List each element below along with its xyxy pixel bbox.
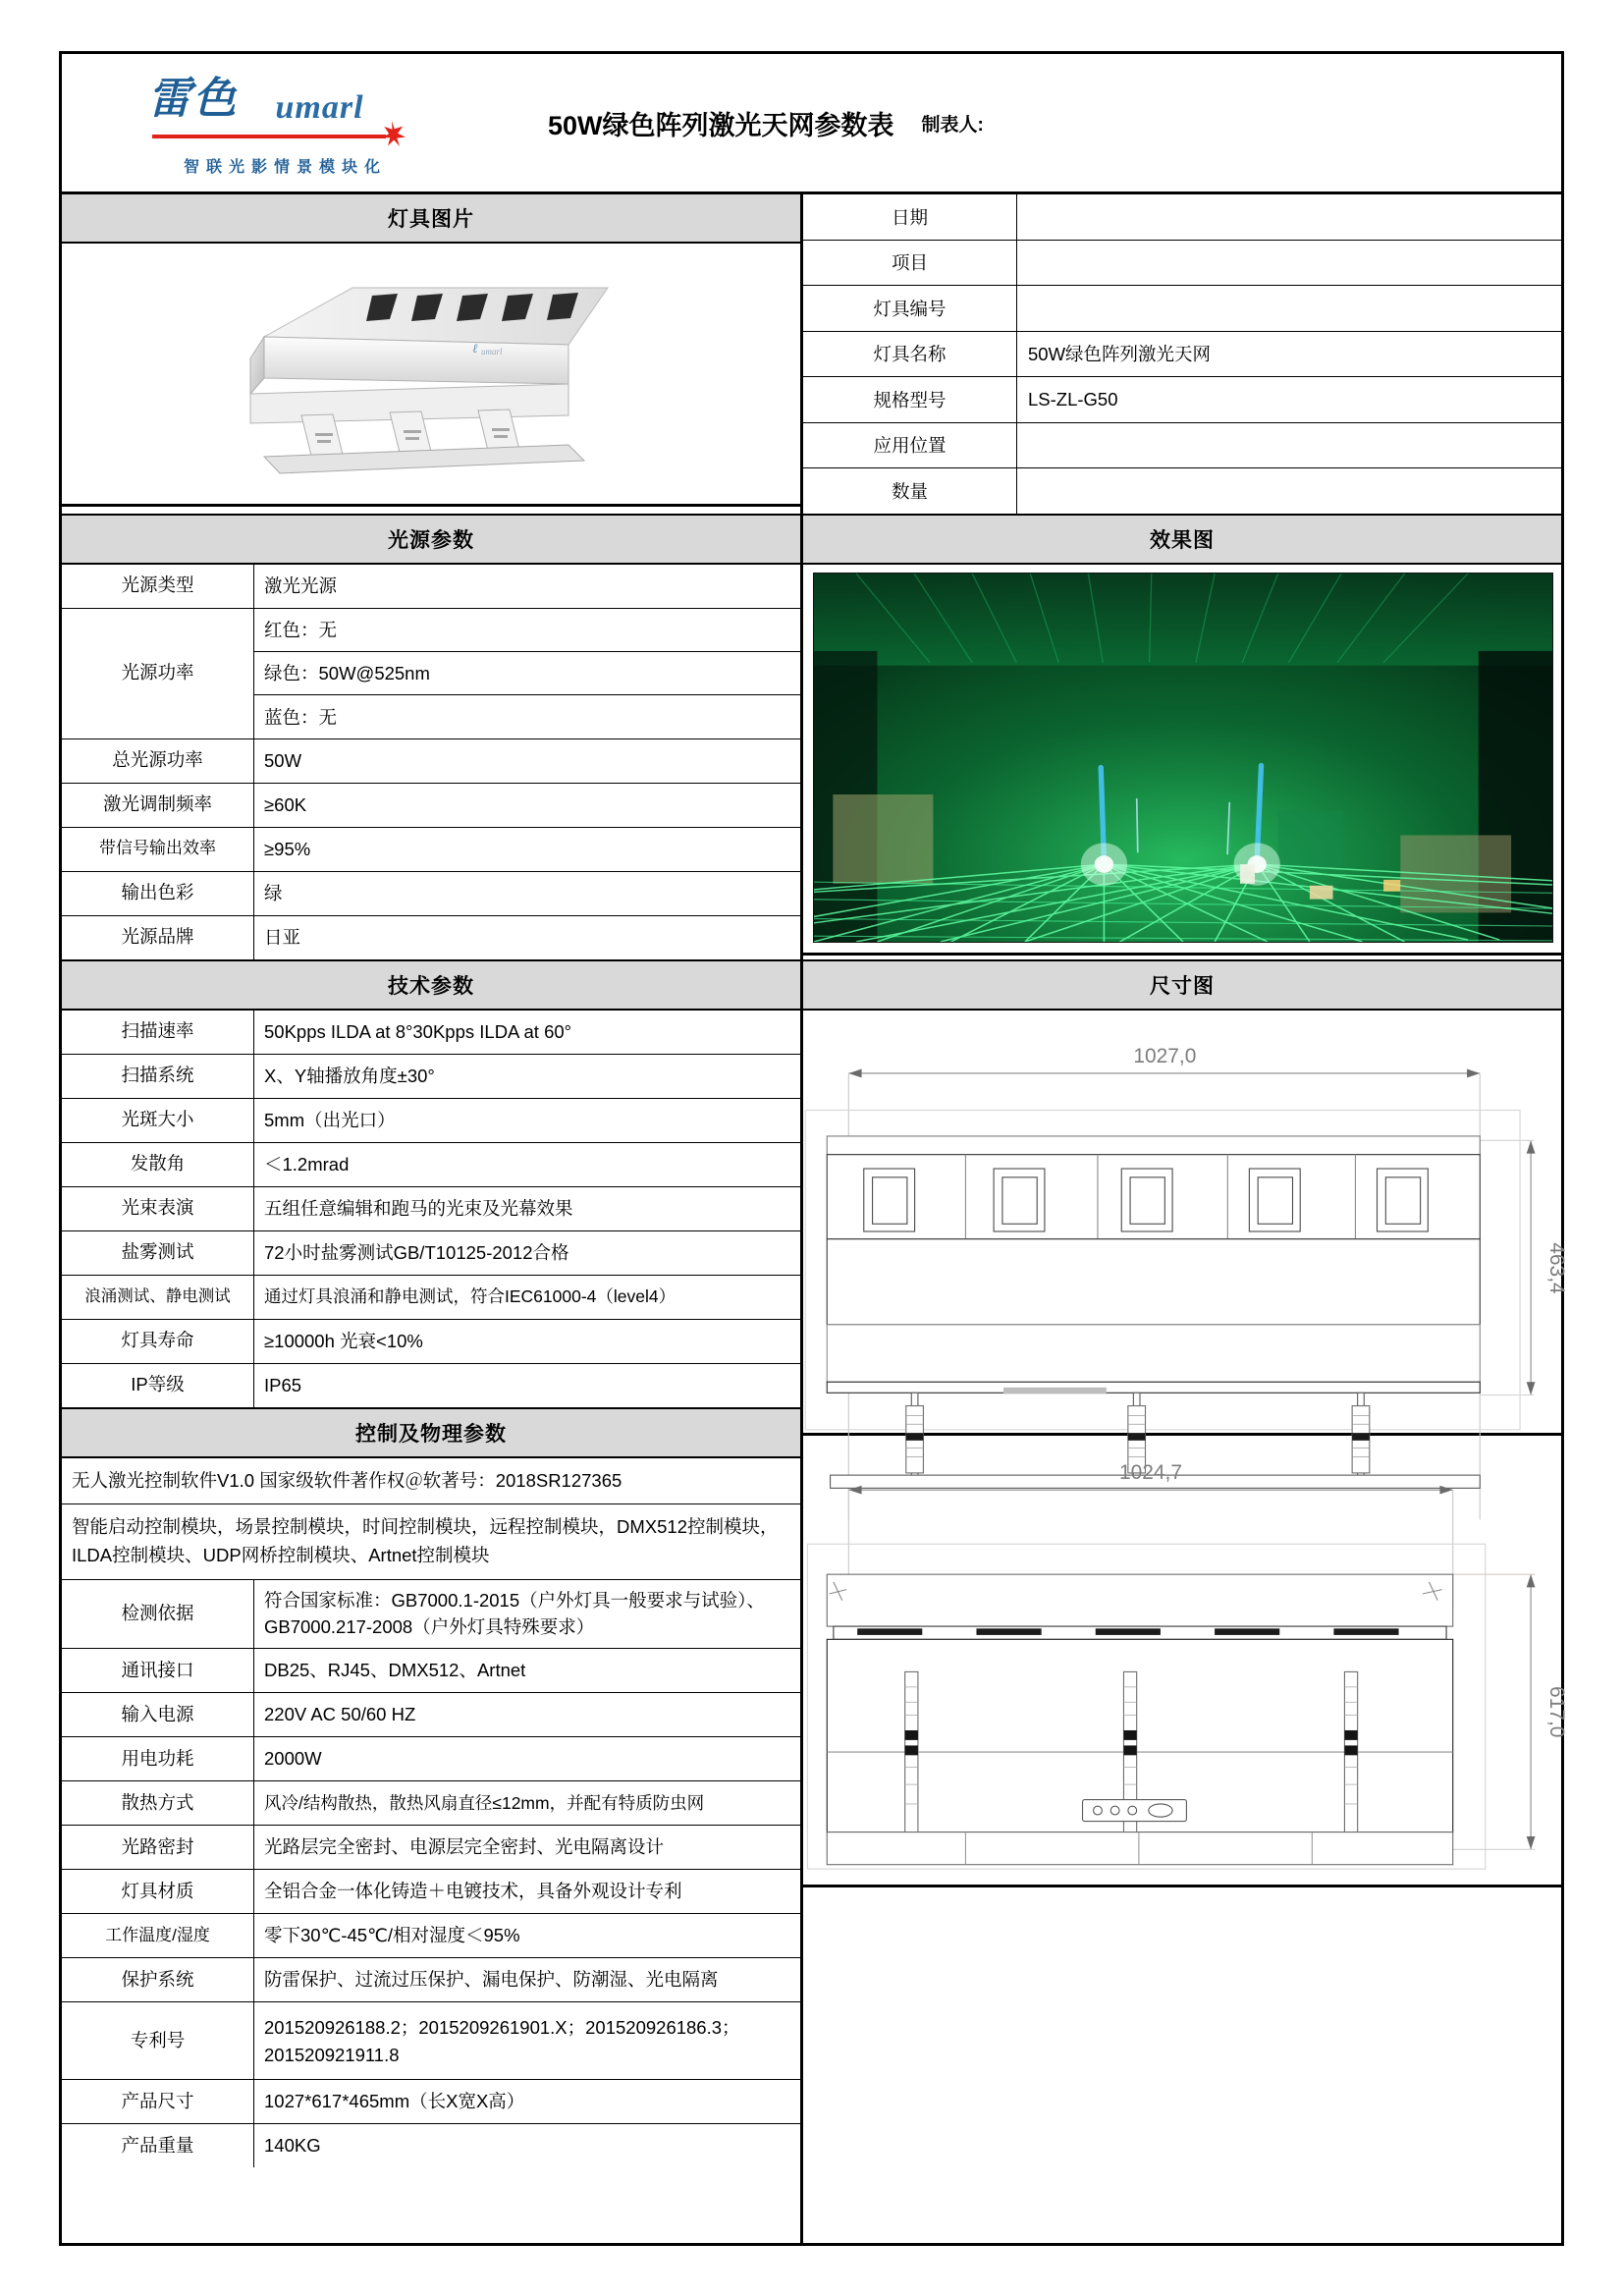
top-plan-drawing — [803, 1436, 1568, 1886]
laser-effect-image — [813, 573, 1553, 943]
row-value: 通过灯具浪涌和静电测试，符合IEC61000-4（level4） — [264, 1286, 676, 1307]
table-row — [62, 1364, 800, 1407]
row-label: 工作温度/湿度 — [62, 1914, 254, 1957]
table-row — [803, 423, 1561, 469]
software-copyright-text: 无人激光控制软件V1.0 国家级软件著作权＠软著号：2018SR127365 — [72, 1469, 622, 1491]
row-label: 发散角 — [62, 1143, 254, 1186]
effect-photo-cell — [803, 565, 1561, 956]
technical-column — [62, 959, 803, 2244]
info-value[interactable]: LS-ZL-G50 — [1028, 388, 1118, 410]
power-blue: 蓝色：无 — [264, 706, 338, 728]
fixture-photo-cell — [62, 244, 800, 507]
effect-photo-column — [803, 514, 1561, 959]
row-value: 72小时盐雾测试GB/T10125-2012合格 — [264, 1241, 569, 1263]
svg-text:umarl: umarl — [481, 347, 503, 356]
row-label: 保护系统 — [62, 1958, 254, 2001]
info-label: 灯具名称 — [803, 332, 1017, 377]
logo-underline-rule — [152, 135, 386, 138]
table-row — [803, 332, 1561, 378]
logo-chinese-text: 雷色 — [147, 74, 239, 123]
table-row — [62, 1870, 800, 1914]
row-value: 全铝合金一体化铸造＋电镀技术，具备外观设计专利 — [264, 1881, 682, 1902]
front-width-dimension: 1027,0 — [1133, 1044, 1197, 1067]
table-row — [62, 1187, 800, 1231]
table-row — [803, 377, 1561, 423]
table-row — [62, 1693, 800, 1737]
row-label: 检测依据 — [62, 1580, 254, 1649]
star-burst-icon — [378, 121, 406, 148]
table-row — [62, 2080, 800, 2124]
table-row — [62, 1737, 800, 1781]
info-value[interactable]: 50W绿色阵列激光天网 — [1028, 344, 1212, 365]
row-label: IP等级 — [62, 1364, 254, 1407]
table-row — [62, 1231, 800, 1276]
table-row — [62, 1781, 800, 1826]
author-label: 制表人: — [921, 114, 984, 136]
table-row-power — [62, 609, 800, 739]
row-value: ≥60K — [264, 793, 307, 815]
row-value: IP65 — [264, 1374, 302, 1395]
info-table-column — [803, 194, 1561, 514]
row-value: 五组任意编辑和跑马的光束及光幕效果 — [264, 1197, 573, 1219]
row-label: 灯具寿命 — [62, 1320, 254, 1363]
row-value: ≥95% — [264, 838, 311, 859]
row-value: 220V AC 50/60 HZ — [264, 1704, 416, 1725]
row-value: 符合国家标准：GB7000.1-2015（户外灯具一般要求与试验）、GB7000.217-2008（户外灯具特殊要求） — [264, 1589, 765, 1638]
table-row — [803, 468, 1561, 514]
row-label: 扫描系统 — [62, 1055, 254, 1098]
front-elevation-drawing — [803, 1011, 1568, 1433]
row-value: 光路层完全密封、电源层完全密封、光电隔离设计 — [264, 1836, 665, 1858]
dimension-top-view-cell — [803, 1436, 1568, 1888]
info-label: 灯具编号 — [803, 286, 1017, 331]
row-value: 风冷/结构散热，散热风扇直径≤12mm，并配有特质防虫网 — [264, 1792, 705, 1813]
row-value: ≥10000h 光衰<10% — [264, 1330, 423, 1351]
row-technical-dimension — [62, 959, 1568, 2244]
table-row — [62, 1055, 800, 1099]
row-value: 绿 — [264, 882, 283, 903]
row-source-effect — [62, 514, 1561, 959]
brand-logo-block — [62, 54, 509, 191]
row-label: 带信号输出效率 — [62, 828, 254, 871]
row-label: 光源类型 — [62, 565, 254, 608]
row-label: 光源品牌 — [62, 916, 254, 959]
table-row — [62, 916, 800, 959]
info-label: 项目 — [803, 241, 1017, 286]
row-value: 50Kpps ILDA at 8°30Kpps ILDA at 60° — [264, 1020, 572, 1042]
row-label: 扫描速率 — [62, 1011, 254, 1054]
table-row — [62, 565, 800, 609]
row-label: 输入电源 — [62, 1693, 254, 1736]
table-row — [62, 1099, 800, 1143]
row-label: 光源功率 — [62, 609, 254, 738]
row-value: 201520926188.2；2015209261901.X；201520926186.3；201520921911.8 — [264, 2017, 740, 2065]
row-value: 防雷保护、过流过压保护、漏电保护、防潮湿、光电隔离 — [264, 1969, 719, 1991]
row-label: 灯具材质 — [62, 1870, 254, 1913]
row-value: 5mm（出光口） — [264, 1109, 396, 1130]
row-value: X、Y轴播放角度±30° — [264, 1065, 435, 1086]
table-row — [62, 1320, 800, 1364]
info-label: 应用位置 — [803, 423, 1017, 468]
info-label: 日期 — [803, 194, 1017, 240]
row-label: 光路密封 — [62, 1826, 254, 1869]
table-row — [62, 739, 800, 784]
table-row — [62, 1276, 800, 1320]
table-row — [62, 2002, 800, 2080]
dimension-front-view-cell — [803, 1011, 1568, 1436]
table-row — [62, 1826, 800, 1870]
table-row-full — [62, 1504, 800, 1579]
info-table — [803, 194, 1561, 514]
top-width-dimension: 1024,7 — [1118, 1460, 1183, 1484]
table-row — [62, 2124, 800, 2167]
section-header-technical: 技术参数 — [62, 959, 800, 1011]
svg-text:ℓ: ℓ — [472, 341, 478, 355]
row-value: 零下30℃-45℃/相对湿度＜95% — [264, 1925, 520, 1946]
table-row — [62, 1914, 800, 1958]
section-header-fixture-photo: 灯具图片 — [62, 194, 800, 244]
info-label: 数量 — [803, 468, 1017, 514]
row-value: 50W — [264, 749, 302, 771]
document-header — [62, 54, 1561, 194]
dimension-empty-area — [803, 1887, 1561, 2243]
row-value: 1027*617*465mm（长X宽X高） — [264, 2091, 525, 2112]
table-row — [62, 1143, 800, 1187]
light-source-column — [62, 514, 803, 959]
row-label: 激光调制频率 — [62, 784, 254, 827]
row-value: 140KG — [264, 2135, 321, 2157]
row-label: 光束表演 — [62, 1187, 254, 1230]
info-label: 规格型号 — [803, 377, 1017, 422]
info-value[interactable] — [1017, 468, 1561, 514]
row-label: 产品重量 — [62, 2124, 254, 2167]
row-label: 散热方式 — [62, 1781, 254, 1825]
row-label: 用电功耗 — [62, 1737, 254, 1780]
title-block — [509, 54, 1561, 191]
section-header-effect-photo: 效果图 — [803, 514, 1561, 565]
company-logo — [138, 76, 433, 152]
row-label: 浪涌测试、静电测试 — [62, 1276, 254, 1319]
page-title: 50W绿色阵列激光天网参数表 — [548, 110, 894, 140]
section-header-dimension: 尺寸图 — [803, 959, 1561, 1011]
table-row-full — [62, 1458, 800, 1505]
info-value[interactable] — [1017, 423, 1561, 468]
info-value[interactable] — [1017, 241, 1561, 286]
row-label: 通讯接口 — [62, 1649, 254, 1692]
table-row — [803, 194, 1561, 241]
row-label: 光斑大小 — [62, 1099, 254, 1142]
table-row — [803, 286, 1561, 332]
table-row — [62, 1958, 800, 2002]
row-label: 专利号 — [62, 2002, 254, 2079]
row-label: 盐雾测试 — [62, 1231, 254, 1275]
info-value[interactable] — [1017, 286, 1561, 331]
info-value[interactable] — [1017, 194, 1561, 240]
row-value: ＜1.2mrad — [264, 1153, 350, 1175]
brand-tagline: 智联光影情景模块化 — [183, 158, 387, 176]
table-row — [62, 828, 800, 872]
table-row — [62, 872, 800, 916]
dimension-column — [803, 959, 1568, 2244]
power-green: 绿色：50W@525nm — [254, 652, 800, 695]
power-subrows — [254, 609, 800, 738]
section-header-control-physical: 控制及物理参数 — [62, 1407, 800, 1458]
control-modules-text: 智能启动控制模块，场景控制模块，时间控制模块，远程控制模块，DMX512控制模块，ILDA控制模块、UDP网桥控制模块、Artnet控制模块 — [72, 1516, 779, 1565]
table-row — [62, 784, 800, 828]
row-value: 激光光源 — [264, 574, 338, 596]
fixture-product-image — [225, 268, 637, 479]
top-height-dimension: 617,0 — [1544, 1685, 1568, 1738]
row-label: 产品尺寸 — [62, 2080, 254, 2123]
front-height-dimension: 463,4 — [1544, 1241, 1568, 1294]
power-red: 红色：无 — [254, 609, 800, 652]
fixture-photo-column — [62, 194, 803, 514]
row-photo-info — [62, 194, 1561, 514]
row-label: 总光源功率 — [62, 739, 254, 783]
row-value: 2000W — [264, 1748, 322, 1770]
logo-latin-text: umarl — [275, 88, 364, 126]
table-row — [803, 241, 1561, 287]
row-value: 日亚 — [264, 926, 301, 948]
table-row — [62, 1011, 800, 1055]
row-label: 输出色彩 — [62, 872, 254, 915]
table-row — [62, 1580, 800, 1650]
section-header-light-source: 光源参数 — [62, 514, 800, 565]
spec-sheet-page — [59, 51, 1568, 2246]
table-row — [62, 1649, 800, 1693]
row-value: DB25、RJ45、DMX512、Artnet — [264, 1660, 526, 1681]
